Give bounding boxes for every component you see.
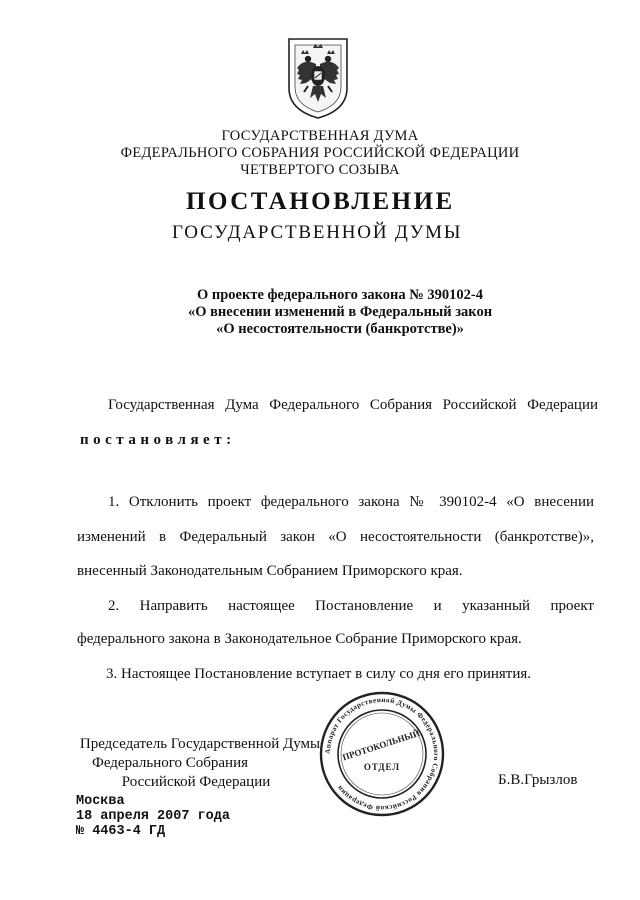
- org-line-1: ГОСУДАРСТВЕННАЯ ДУМА: [221, 128, 419, 144]
- official-stamp: [318, 690, 446, 818]
- subject-line-2: «О внесении изменений в Федеральный закон: [187, 304, 493, 320]
- stamp-ring-text: Аппарат Государственной Думы Федерального Собрания Российской Федерации: [323, 695, 441, 813]
- item-3: 3. Настоящее Постановление вступает в силу со дня его принятия.: [106, 666, 532, 682]
- subject-line-3: «О несостоятельности (банкротстве)»: [216, 321, 464, 337]
- org-line-3: ЧЕТВЕРТОГО СОЗЫВА: [240, 162, 400, 178]
- item-2-line-2: федерального закона в Законодательное Собрание Приморского края.: [77, 631, 522, 647]
- stamp-center-top: ПРОТОКОЛЬНЫЙ: [341, 727, 421, 763]
- item-1-line-2: изменений в Федеральный закон «О несостоятельности (банкротстве)»,: [77, 529, 594, 545]
- item-1-line-1: 1. Отклонить проект федерального закона № 390102-4 «О внесении: [108, 494, 594, 510]
- footer-number: № 4463-4 ГД: [76, 824, 166, 839]
- footer-date: 18 апреля 2007 года: [76, 809, 230, 824]
- signatory-position-line-2: Федерального Собрания: [91, 755, 249, 771]
- resolves-word: постановляет:: [80, 432, 236, 448]
- signatory-position-line-1: Председатель Государственной Думы: [79, 736, 321, 752]
- coat-of-arms-icon: [286, 36, 350, 120]
- signatory-name: Б.В.Грызлов: [498, 772, 578, 788]
- document-title: ПОСТАНОВЛЕНИЕ: [186, 188, 455, 215]
- org-line-2: ФЕДЕРАЛЬНОГО СОБРАНИЯ РОССИЙСКОЙ ФЕДЕРАЦИИ: [120, 145, 520, 161]
- preamble: Государственная Дума Федерального Собрания Российской Федерации: [108, 397, 598, 413]
- footer-city: Москва: [76, 794, 125, 809]
- item-2-line-1: 2. Направить настоящее Постановление и указанный проект: [108, 598, 594, 614]
- signatory-position-line-3: Российской Федерации: [121, 774, 271, 790]
- document-subtitle: ГОСУДАРСТВЕННОЙ ДУМЫ: [172, 222, 463, 243]
- item-1-line-3: внесенный Законодательным Собранием Приморского края.: [77, 563, 463, 579]
- subject-line-1: О проекте федерального закона № 390102-4: [196, 287, 484, 303]
- stamp-center-bottom: ОТДЕЛ: [363, 762, 401, 772]
